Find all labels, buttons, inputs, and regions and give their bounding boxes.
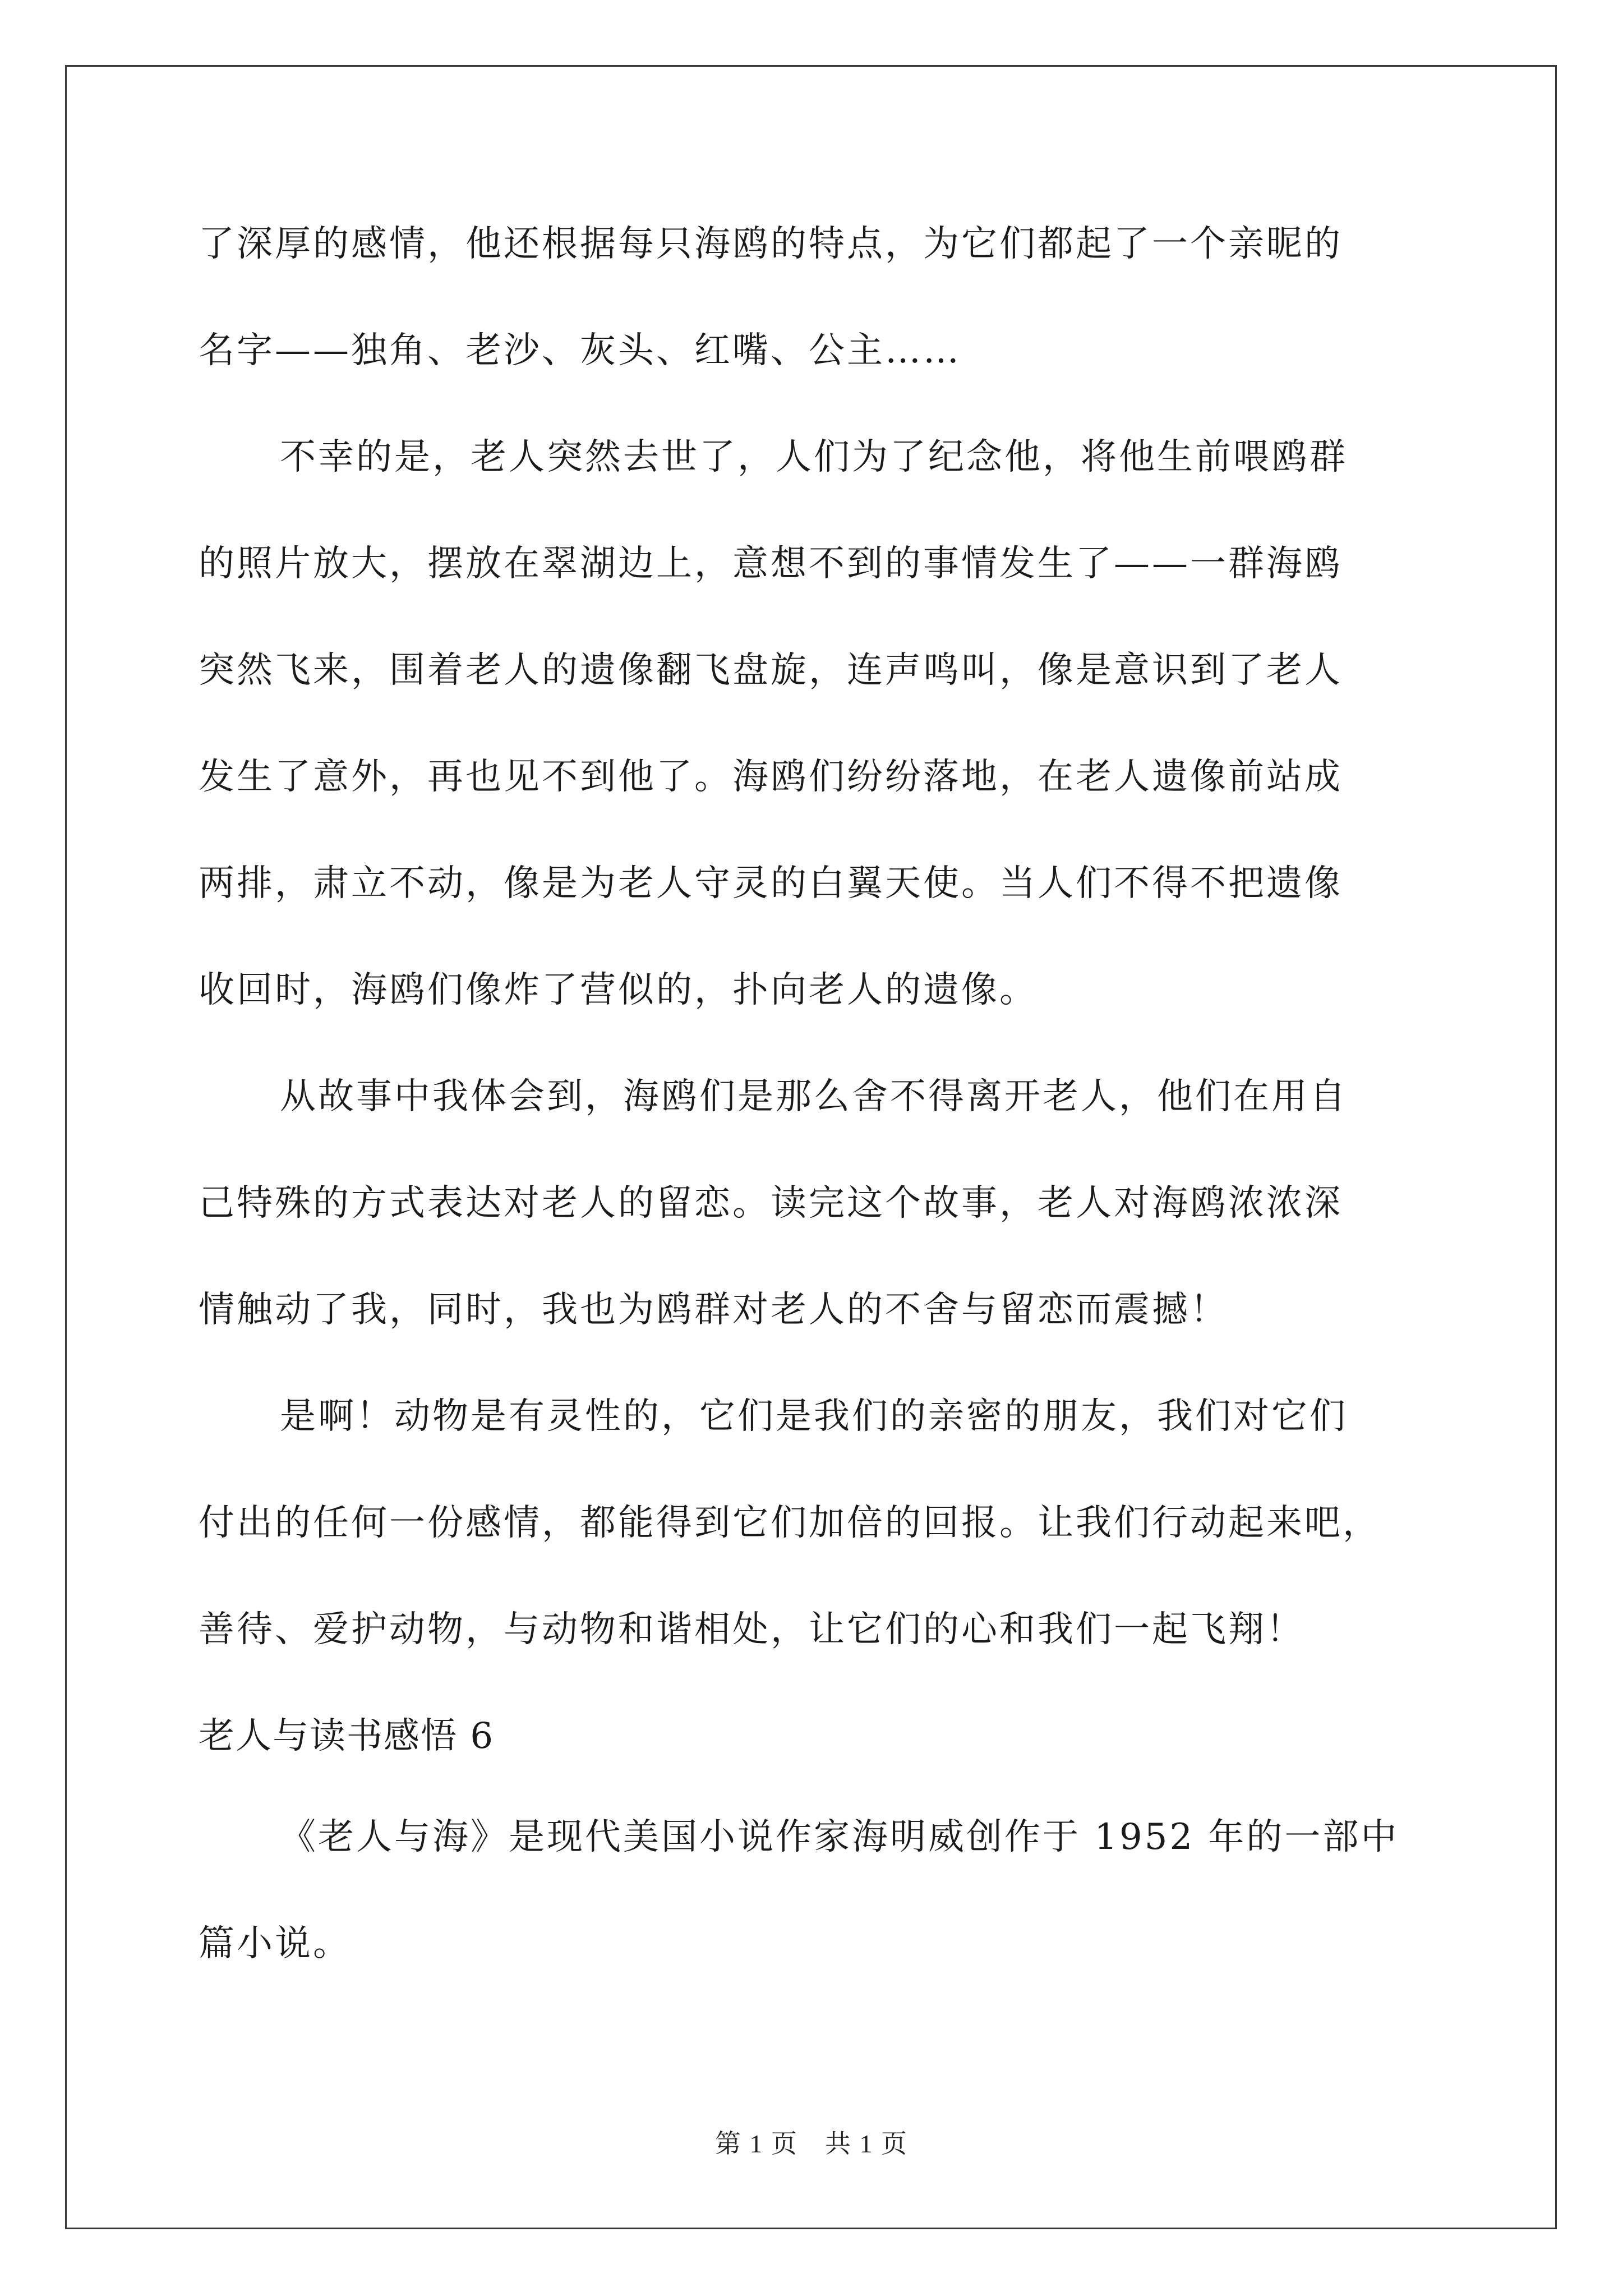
text-line: 了深厚的感情，他还根据每只海鸥的特点，为它们都起了一个亲昵的 (199, 223, 1343, 265)
document-body (199, 213, 1438, 2019)
text-line: 收回时，海鸥们像炸了营似的，扑向老人的遗像。 (199, 969, 1038, 1011)
text-line: 的照片放大，摆放在翠湖边上，意想不到的事情发生了——一群海鸥 (199, 543, 1343, 585)
text-line: 付出的任何一份感情，都能得到它们加倍的回报。让我们行动起来吧， (199, 1502, 1381, 1544)
text-line: 两排，肃立不动，像是为老人守灵的白翼天使。当人们不得不把遗像 (199, 863, 1343, 904)
text-line: 篇小说。 (199, 1923, 351, 1964)
section-heading: 老人与读书感悟 6 (199, 1715, 495, 1757)
text-line: 善待、爱护动物，与动物和谐相处，让它们的心和我们一起飞翔！ (199, 1609, 1304, 1650)
text-line: 突然飞来，围着老人的遗像翻飞盘旋，连声鸣叫，像是意识到了老人 (199, 650, 1343, 691)
text-line: 发生了意外，再也见不到他了。海鸥们纷纷落地，在老人遗像前站成 (199, 756, 1343, 798)
paragraph-start: 从故事中我体会到，海鸥们是那么舍不得离开老人，他们在用自 (280, 1076, 1348, 1117)
paragraph-start: 《老人与海》是现代美国小说作家海明威创作于 1952 年的一部中 (280, 1816, 1399, 1858)
paragraph-start: 是啊！动物是有灵性的，它们是我们的亲密的朋友，我们对它们 (280, 1396, 1348, 1437)
text-line: 名字——独角、老沙、灰头、红嘴、公主…… (199, 330, 961, 371)
text-line: 情触动了我，同时，我也为鸥群对老人的不舍与留恋而震撼！ (199, 1289, 1228, 1331)
page-number-footer: 第 1 页 共 1 页 (715, 2129, 908, 2158)
paragraph-start: 不幸的是，老人突然去世了，人们为了纪念他，将他生前喂鸥群 (280, 436, 1348, 478)
text-line: 己特殊的方式表达对老人的留恋。读完这个故事，老人对海鸥浓浓深 (199, 1182, 1343, 1224)
